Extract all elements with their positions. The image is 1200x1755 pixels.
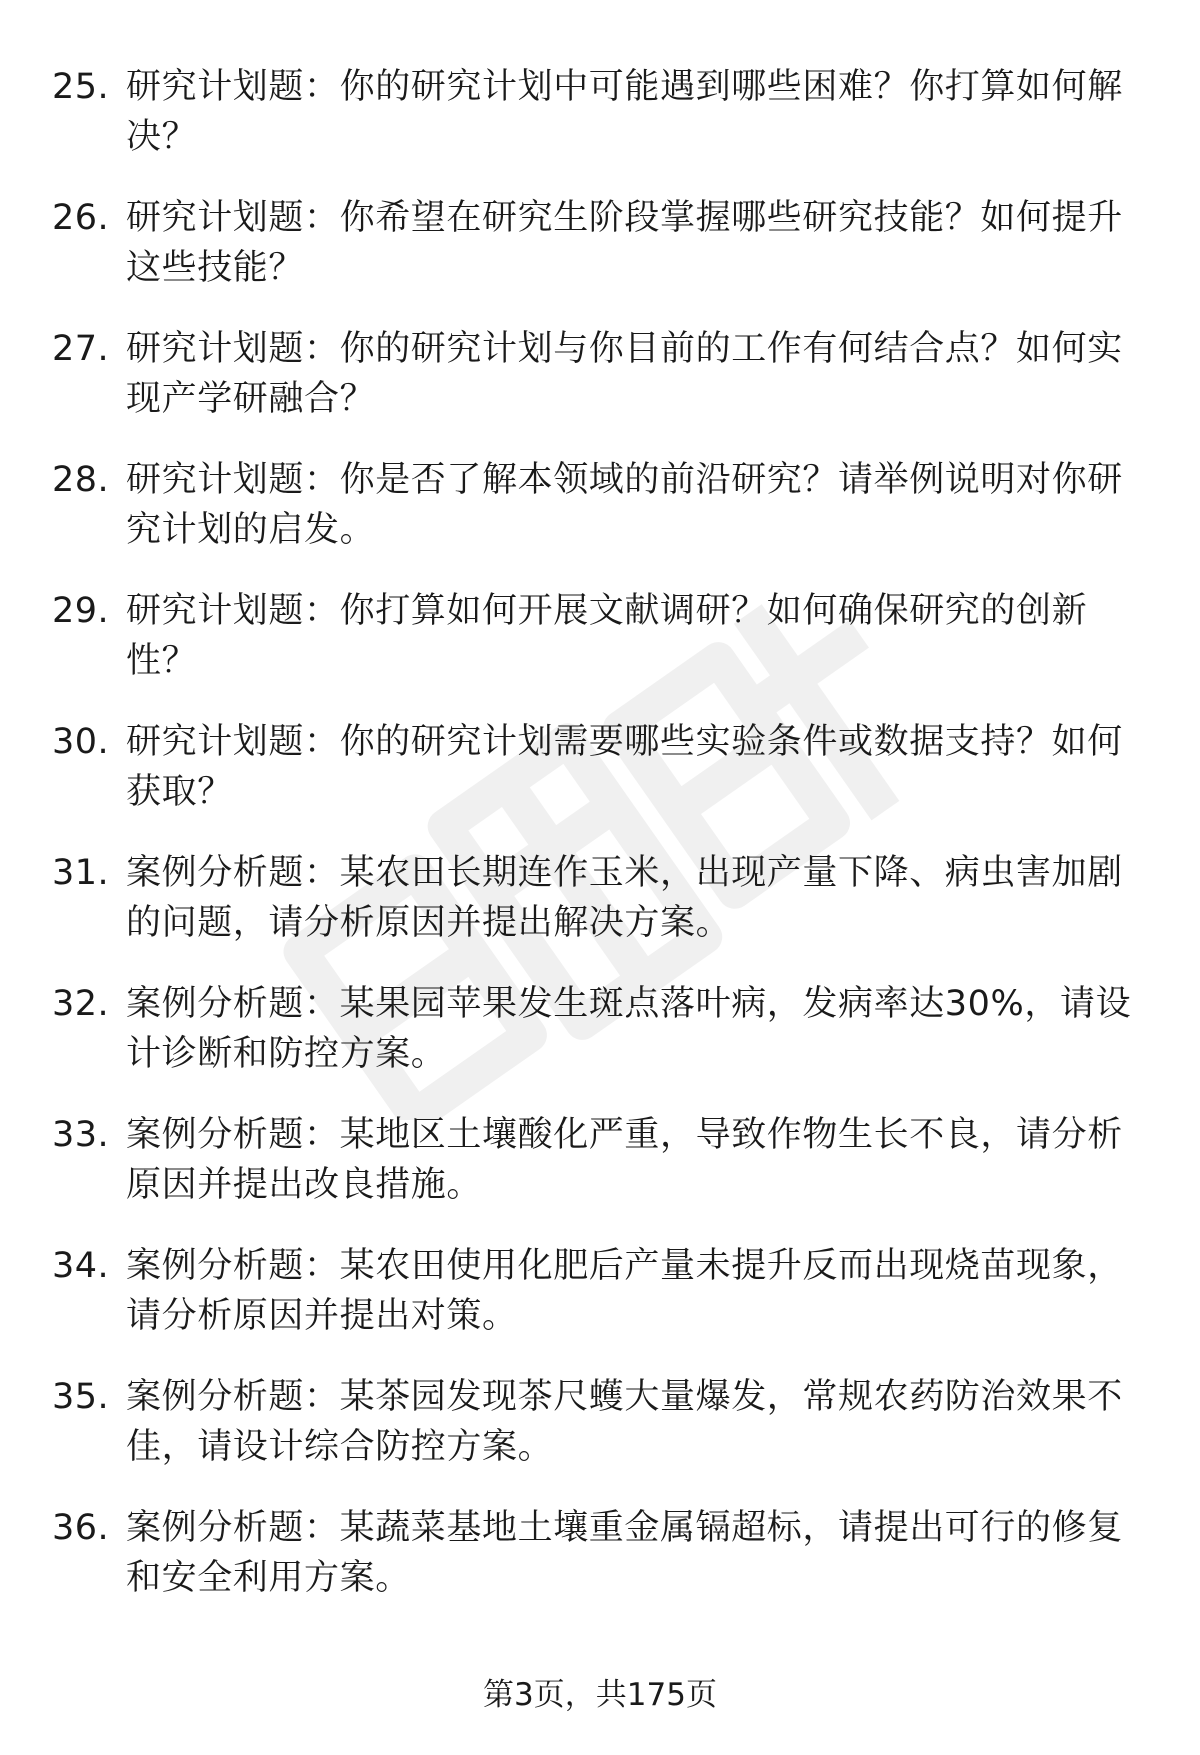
question-number: 31.	[52, 853, 110, 893]
question-item	[52, 1372, 1152, 1503]
question-text: 案例分析题：某农田长期连作玉米，出现产量下降、病虫害加剧的问题，请分析原因并提出解决方案。	[126, 853, 1123, 943]
question-item	[52, 1241, 1152, 1372]
question-text: 研究计划题：你的研究计划需要哪些实验条件或数据支持？如何获取？	[126, 722, 1123, 812]
question-number: 27.	[52, 329, 110, 369]
page-number-footer: 第3页，共175页	[483, 1677, 717, 1713]
question-item	[52, 62, 1152, 193]
question-item	[52, 848, 1152, 979]
question-number: 34.	[52, 1246, 110, 1286]
question-item	[52, 1110, 1152, 1241]
question-text: 案例分析题：某茶园发现茶尺蠖大量爆发，常规农药防治效果不佳，请设计综合防控方案。	[126, 1377, 1123, 1467]
question-item	[52, 324, 1152, 455]
question-text: 研究计划题：你的研究计划中可能遇到哪些困难？你打算如何解决？	[126, 67, 1123, 157]
question-text: 案例分析题：某果园苹果发生斑点落叶病，发病率达30%，请设计诊断和防控方案。	[126, 984, 1132, 1074]
question-text: 研究计划题：你是否了解本领域的前沿研究？请举例说明对你研究计划的启发。	[126, 460, 1123, 550]
question-number: 36.	[52, 1508, 110, 1548]
question-text: 案例分析题：某农田使用化肥后产量未提升反而出现烧苗现象，请分析原因并提出对策。	[126, 1246, 1123, 1336]
question-item	[52, 455, 1152, 586]
question-text: 研究计划题：你希望在研究生阶段掌握哪些研究技能？如何提升这些技能？	[126, 198, 1123, 288]
question-number: 25.	[52, 67, 110, 107]
question-item	[52, 193, 1152, 324]
question-list	[52, 62, 1152, 1634]
question-text: 案例分析题：某地区土壤酸化严重，导致作物生长不良，请分析原因并提出改良措施。	[126, 1115, 1123, 1205]
question-item	[52, 586, 1152, 717]
question-number: 33.	[52, 1115, 110, 1155]
question-item	[52, 717, 1152, 848]
question-number: 35.	[52, 1377, 110, 1417]
question-number: 28.	[52, 460, 110, 500]
question-item	[52, 979, 1152, 1110]
question-text: 研究计划题：你的研究计划与你目前的工作有何结合点？如何实现产学研融合？	[126, 329, 1123, 419]
question-number: 30.	[52, 722, 110, 762]
question-number: 29.	[52, 591, 110, 631]
question-item	[52, 1503, 1152, 1634]
question-number: 26.	[52, 198, 110, 238]
question-number: 32.	[52, 984, 110, 1024]
question-text: 案例分析题：某蔬菜基地土壤重金属镉超标，请提出可行的修复和安全利用方案。	[126, 1508, 1123, 1598]
question-text: 研究计划题：你打算如何开展文献调研？如何确保研究的创新性？	[126, 591, 1088, 681]
